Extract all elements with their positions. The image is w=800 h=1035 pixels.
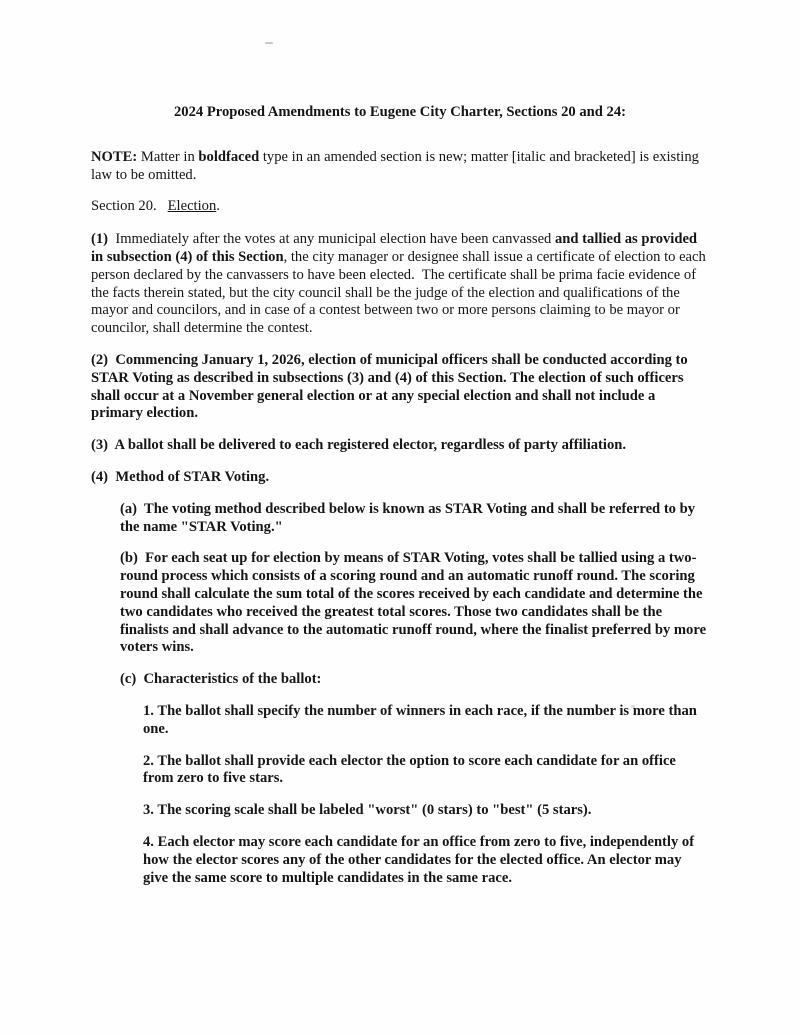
text-segment: Election bbox=[167, 198, 217, 215]
text-segment: 3. The scoring scale shall be labeled "worst" (0 stars) to "best" (5 stars). bbox=[143, 802, 592, 819]
scan-artifact bbox=[631, 705, 635, 708]
text-segment: . bbox=[216, 198, 220, 215]
paragraph-subsection-1 bbox=[91, 231, 709, 338]
text-segment: NOTE: bbox=[91, 148, 138, 165]
paragraph-ballot-item-3 bbox=[143, 802, 709, 820]
text-segment: 4. Each elector may score each candidate for an office from zero to five, independently of how the elector scores any of the other candidates for the elected office. An elector may give the same score to multiple candidates in the same race. bbox=[143, 833, 698, 886]
text-segment: (1) bbox=[91, 231, 109, 248]
paragraph-subsection-3 bbox=[91, 437, 709, 455]
paragraph-note bbox=[91, 149, 709, 185]
text-segment: Matter in bbox=[137, 148, 199, 165]
text-segment: (b) For each seat up for election by means of STAR Voting, votes shall be tallied using a two-round process which consists of a scoring round and an automatic runoff round. The scoring round shall calculate the sum total of the scores received by each candidate and determine the two candidates who received the greatest total scores. Those two candidates shall be the finalists and shall advance to the automatic runoff round, where the finalist preferred by more voters wins. bbox=[120, 550, 710, 656]
paragraph-subsection-2 bbox=[91, 352, 709, 423]
text-segment: (a) The voting method described below is known as STAR Voting and shall be referred to by the name "STAR Voting." bbox=[120, 500, 699, 535]
paragraph-subsection-4b bbox=[120, 550, 709, 657]
text-segment: (2) Commencing January 1, 2026, election of municipal officers shall be conducted according to STAR Voting as described in subsections (3) and (4) of this Section. The election of such officers shall occur at a November general election or at any special election and shall not include a primary election. bbox=[91, 351, 692, 422]
paragraph-subsection-4 bbox=[91, 469, 709, 487]
text-segment: boldfaced bbox=[198, 148, 260, 165]
document-title: 2024 Proposed Amendments to Eugene City Charter, Sections 20 and 24: bbox=[173, 104, 626, 120]
paragraph-subsection-4c bbox=[120, 671, 709, 689]
section-20-heading bbox=[91, 198, 709, 216]
text-segment: 1. The ballot shall specify the number of winners in each race, if the number is more than one. bbox=[143, 702, 701, 737]
text-segment: , the city manager or designee shall issue a certificate of election to each person declared by the canvassers to have been elected. The certificate shall be prima facie evidence of the facts therein stated, but the city council shall be the judge of the election and qualifications of the mayor and councilors, and in case of a contest between two or more persons claiming to be mayor or councilor, shall determine the contest. bbox=[91, 248, 710, 337]
paragraph-ballot-item-4 bbox=[143, 834, 709, 887]
text-segment: and tallied as provided in subsection (4) of this Section bbox=[91, 231, 701, 265]
text-segment: Immediately after the votes at any municipal election have been canvassed bbox=[108, 231, 555, 248]
text-segment: (4) Method of STAR Voting. bbox=[91, 468, 270, 485]
text-segment: type in an amended section is new; matter [italic and bracketed] is existing law to be omitted. bbox=[91, 148, 703, 183]
text-segment: (c) Characteristics of the ballot: bbox=[120, 671, 322, 688]
paragraph-ballot-item-1 bbox=[143, 703, 709, 739]
paragraph-ballot-item-2 bbox=[143, 753, 709, 789]
text-segment: 2. The ballot shall provide each elector the option to score each candidate for an office from zero to five stars. bbox=[143, 752, 680, 787]
text-segment: Section 20. bbox=[91, 198, 168, 215]
scan-artifact bbox=[265, 42, 273, 44]
paragraph-subsection-4a bbox=[120, 501, 709, 537]
text-segment: (3) A ballot shall be delivered to each registered elector, regardless of party affiliation. bbox=[91, 437, 627, 454]
